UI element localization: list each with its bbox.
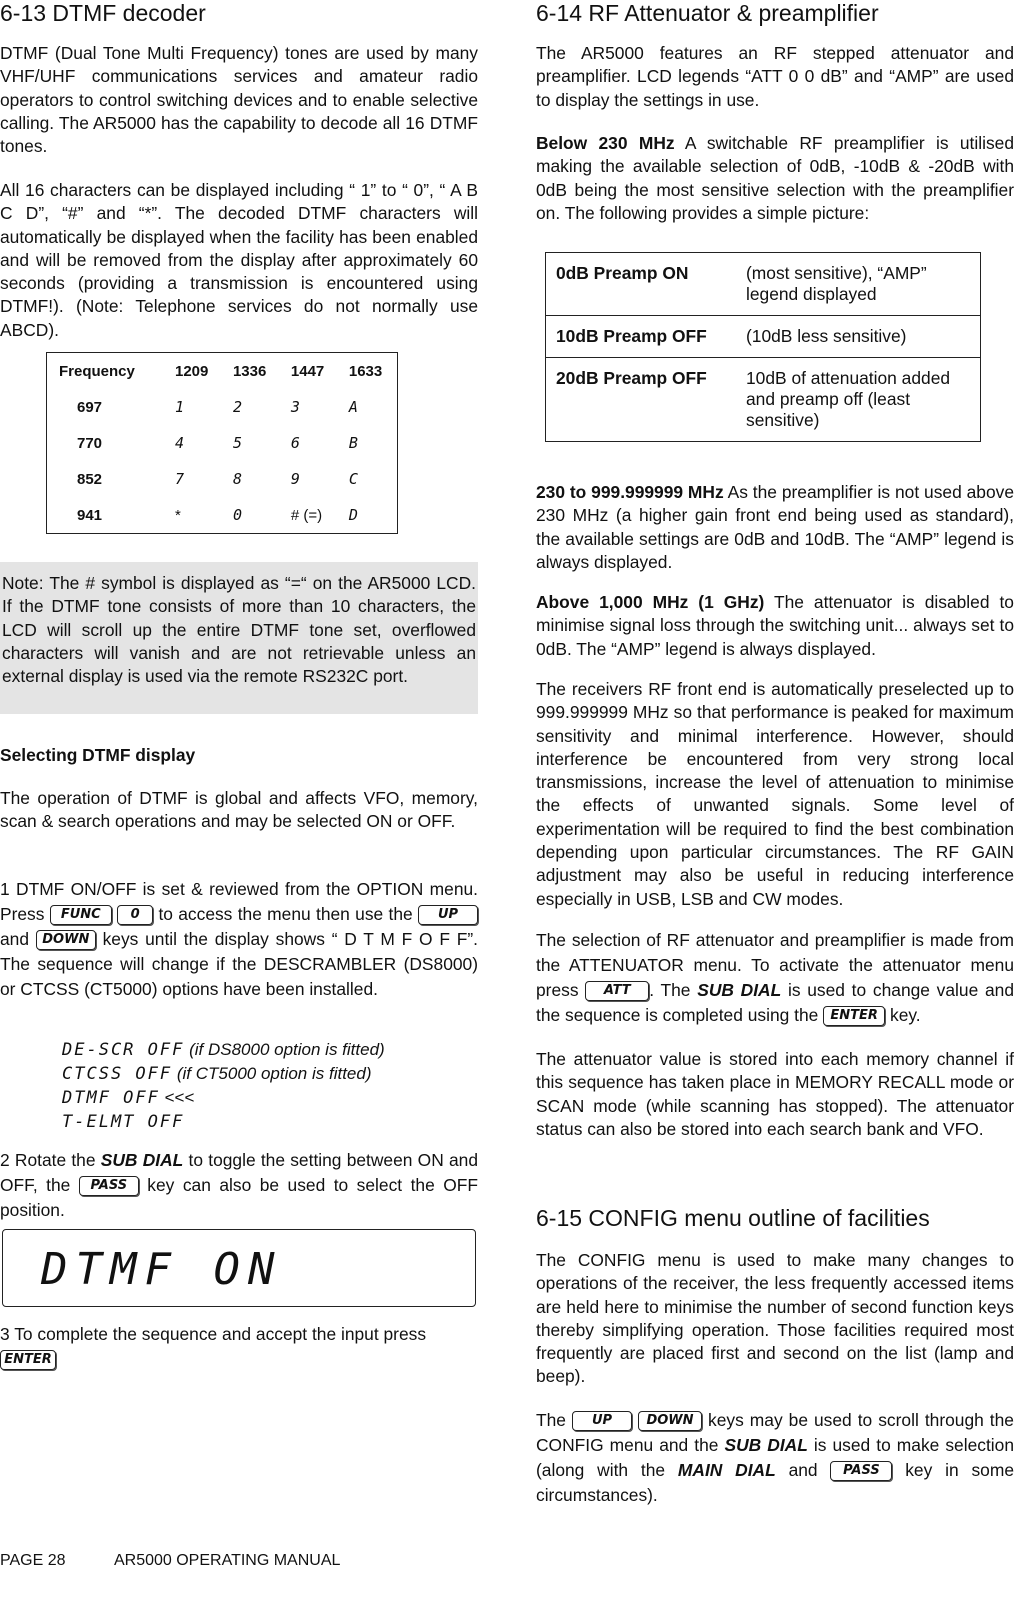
config-intro: The CONFIG menu is used to make many changes to operations of the receiver, the less frequently accessed items are held here to minimise the number of second function keys thereby simplifying operation. Those facilities required most frequently are placed first and second on the list (lamp and beep). (536, 1250, 1014, 1387)
table-cell: 8 (232, 470, 244, 488)
selection-text-b: . The (649, 980, 691, 1000)
above-1ghz-paragraph (536, 591, 1014, 661)
table-header-cell: 1336 (232, 362, 267, 380)
main-dial-label: MAIN DIAL (677, 1460, 776, 1480)
table-cell-value: (most sensitive), “AMP” legend displayed (736, 253, 981, 316)
zero-button[interactable]: 0 (117, 905, 153, 925)
dtmf-global-paragraph: The operation of DTMF is global and affects VFO, memory, scan & search operations and may be selected ON or OFF. (0, 788, 478, 832)
note-text: Note: The # symbol is displayed as “=“ on the AR5000 LCD. If the DTMF tone consists of more than 10 characters, the LCD will scroll up the entire DTMF tone set, overflowed characters will vanish and are not retrievable unless an external display is used via the remote RS232C port. (2, 573, 476, 687)
table-cell-key: 20dB Preamp OFF (556, 368, 707, 388)
step-1-paragraph (0, 877, 478, 1002)
table-header-cell: Frequency (59, 362, 135, 380)
range-230-text: As the preamplifier is not used above 230 MHz (a higher gain front end being used as standard), the available settings are 0dB and 10dB. The “AMP” legend is always displayed. (536, 482, 1015, 572)
dtmf-frequency-table (46, 352, 398, 534)
list-item (62, 1086, 385, 1110)
table-cell: # (=) (290, 506, 323, 524)
table-cell: 0 (232, 506, 244, 524)
pass-button[interactable]: PASS (830, 1461, 892, 1481)
table-cell: A (348, 398, 360, 416)
page-number: PAGE 28 (0, 1552, 66, 1569)
table-cell: D (348, 506, 360, 524)
lcd-text: CTCSS OFF (62, 1064, 173, 1084)
below-230-paragraph (536, 132, 1014, 225)
table-header-row (47, 353, 398, 390)
preamp-table (545, 252, 981, 442)
step-3-text: 3 To complete the sequence and accept the input press (0, 1324, 427, 1344)
option-note: <<< (164, 1088, 195, 1107)
section-heading-dtmf: 6-13 DTMF decoder (0, 0, 206, 26)
down-button[interactable]: DOWN (36, 930, 96, 950)
page-footer (0, 1552, 340, 1570)
option-note: (if DS8000 option is fitted) (189, 1040, 385, 1059)
list-item (62, 1062, 385, 1086)
table-cell: 4 (175, 434, 187, 452)
table-cell: 770 (77, 434, 103, 452)
selection-text-d: key. (890, 1005, 921, 1025)
step-2-text-b: to toggle the setting between ON and OFF, the (0, 1150, 478, 1195)
lcd-option-list (62, 1038, 385, 1134)
selection-text-c: is used to change value and the sequence is completed using the (536, 980, 1014, 1025)
step-2-text-a: 2 Rotate the (0, 1150, 96, 1170)
table-header-cell: 1209 (175, 362, 209, 380)
down-button[interactable]: DOWN (638, 1411, 702, 1431)
range-230-paragraph (536, 481, 1014, 574)
rf-front-end-paragraph: The receivers RF front end is automatically preselected up to 999.999999 MHz so that performance is peaked for maximum sensitivity and minimal interference. However, should interference be encountered from very strong local transmissions, increase the level of attenuation to minimise the effects of unwanted signals. Some level of experimentation will be required to find the best combination depending upon particular circumstances. The RF GAIN adjustment may also be useful in reducing interference especially in USB, LSB and CW modes. (536, 679, 1014, 909)
table-cell-key: 10dB Preamp OFF (546, 316, 737, 358)
func-button[interactable]: FUNC (50, 905, 112, 925)
enter-button[interactable]: ENTER (823, 1006, 885, 1026)
above-1ghz-label: Above 1,000 MHz (1 GHz) (536, 592, 765, 612)
table-cell: 852 (77, 470, 103, 488)
table-cell: 6 (290, 434, 302, 452)
table-row (546, 253, 981, 316)
table-cell: * (175, 506, 181, 524)
selection-text-a: The selection of RF attenuator and preamplifier is made from the ATTENUATOR menu. To activate the attenuator menu press (536, 930, 1014, 1000)
step-1-text-d: keys until the display shows “ D T M F O F F”. The sequence will change if the DESCRAMBLER (DS8000) or CTCSS (CT5000) options have been installed. (0, 929, 478, 999)
table-cell: 2 (232, 398, 244, 416)
step-3-paragraph (0, 1322, 478, 1372)
nav-text-c: is used to make selection (along with the (536, 1435, 1014, 1480)
table-row (546, 358, 981, 442)
nav-text-e: key in some circumstances). (536, 1460, 1014, 1505)
section-heading-rf-attenuator: 6-14 RF Attenuator & preamplifier (536, 0, 879, 26)
dtmf-intro: DTMF (Dual Tone Multi Frequency) tones are used by many VHF/UHF communications services and amateur radio operators to control switching devices and to enable selective calling. The AR5000 has the capability to decode all 16 DTMF tones. (0, 43, 478, 157)
table-cell: B (348, 434, 360, 452)
attenuator-store-paragraph: The attenuator value is stored into each memory channel if this sequence has taken place in MEMORY RECALL mode or SCAN mode (while scanning has stopped). The attenuator status can also be stored into each search bank and VFO. (536, 1049, 1014, 1139)
lcd-text: T-ELMT OFF (62, 1112, 185, 1132)
lcd-display (2, 1229, 476, 1307)
table-cell: 9 (290, 470, 302, 488)
table-cell: 941 (77, 506, 103, 524)
nav-text-d: and (788, 1460, 818, 1480)
table-header-cell: 1633 (348, 362, 383, 380)
table-cell-value: 10dB of attenuation added and preamp off (least sensitive) (746, 368, 951, 430)
table-cell: 1 (175, 398, 187, 416)
table-row (47, 497, 398, 534)
step-1-text-b: to access the menu then use the (158, 904, 413, 924)
sub-dial-label: SUB DIAL (100, 1150, 184, 1170)
table-row (47, 461, 398, 497)
step-1-text-c: and (0, 929, 30, 949)
table-cell: C (348, 470, 360, 488)
table-row (546, 316, 981, 358)
sub-dial-label: SUB DIAL (697, 980, 782, 1000)
table-cell: 7 (175, 470, 187, 488)
below-230-text: A switchable RF preamplifier is utilised making the available selection of 0dB, -10dB & -20dB with 0dB being the most sensitive selection with the preamplifier on. The following provides a simple picture: (536, 133, 1014, 223)
nav-text-a: The (536, 1410, 566, 1430)
up-button[interactable]: UP (572, 1411, 632, 1431)
table-cell: 5 (232, 434, 244, 452)
lcd-text: DTMF OFF (62, 1088, 160, 1108)
pass-button[interactable]: PASS (79, 1176, 139, 1196)
table-cell: 697 (77, 398, 103, 416)
manual-title: AR5000 OPERATING MANUAL (113, 1552, 341, 1569)
range-230-label: 230 to 999.999999 MHz (536, 482, 724, 502)
table-row (47, 425, 398, 461)
table-cell: 3 (290, 398, 302, 416)
list-item (62, 1038, 385, 1062)
att-button[interactable]: ATT (585, 981, 649, 1001)
sub-dial-label: SUB DIAL (724, 1435, 808, 1455)
step-2-paragraph (0, 1148, 478, 1223)
list-item (62, 1110, 385, 1134)
table-header-cell: 1447 (290, 362, 325, 380)
note-box (0, 562, 478, 714)
dtmf-characters-paragraph: All 16 characters can be displayed including “ 1” to “ 0”, “ A B C D”, “#” and “*”. The decoded DTMF characters will automatically be displayed when the facility has been enabled and will be removed from the display after approximately 60 seconds (providing a transmission is encountered using DTMF!). (Note: Telephone services do not normally use ABCD). (0, 180, 478, 340)
above-1ghz-text: The attenuator is disabled to minimise signal loss through the switching unit... always set to 0dB. The “AMP” legend is always displayed. (536, 592, 1014, 659)
lcd-text: DE-SCR OFF (62, 1040, 185, 1060)
table-cell-value: (10dB less sensitive) (736, 316, 981, 358)
subheading-selecting-dtmf: Selecting DTMF display (0, 745, 196, 765)
step-2-text-c: key can also be used to select the OFF position. (0, 1175, 479, 1220)
step-1-text-a: 1 DTMF ON/OFF is set & reviewed from the OPTION menu. Press (0, 879, 478, 924)
nav-text-b: keys may be used to scroll through the CONFIG menu and the (536, 1410, 1014, 1455)
table-cell-key: 0dB Preamp ON (546, 253, 737, 316)
section-heading-config-menu: 6-15 CONFIG menu outline of facilities (536, 1205, 930, 1231)
lcd-display-text: DTMF ON (41, 1244, 283, 1295)
config-navigation-paragraph (536, 1408, 1014, 1508)
option-note: (if CT5000 option is fitted) (176, 1064, 372, 1083)
rf-intro: The AR5000 features an RF stepped attenuator and preamplifier. LCD legends “ATT 0 0 dB” and “AMP” are used to display the settings in use. (536, 43, 1014, 110)
below-230-label: Below 230 MHz (536, 133, 675, 153)
table-row (47, 389, 398, 425)
enter-button[interactable]: ENTER (0, 1350, 56, 1370)
up-button[interactable]: UP (418, 905, 478, 925)
attenuator-selection-paragraph (536, 928, 1014, 1028)
